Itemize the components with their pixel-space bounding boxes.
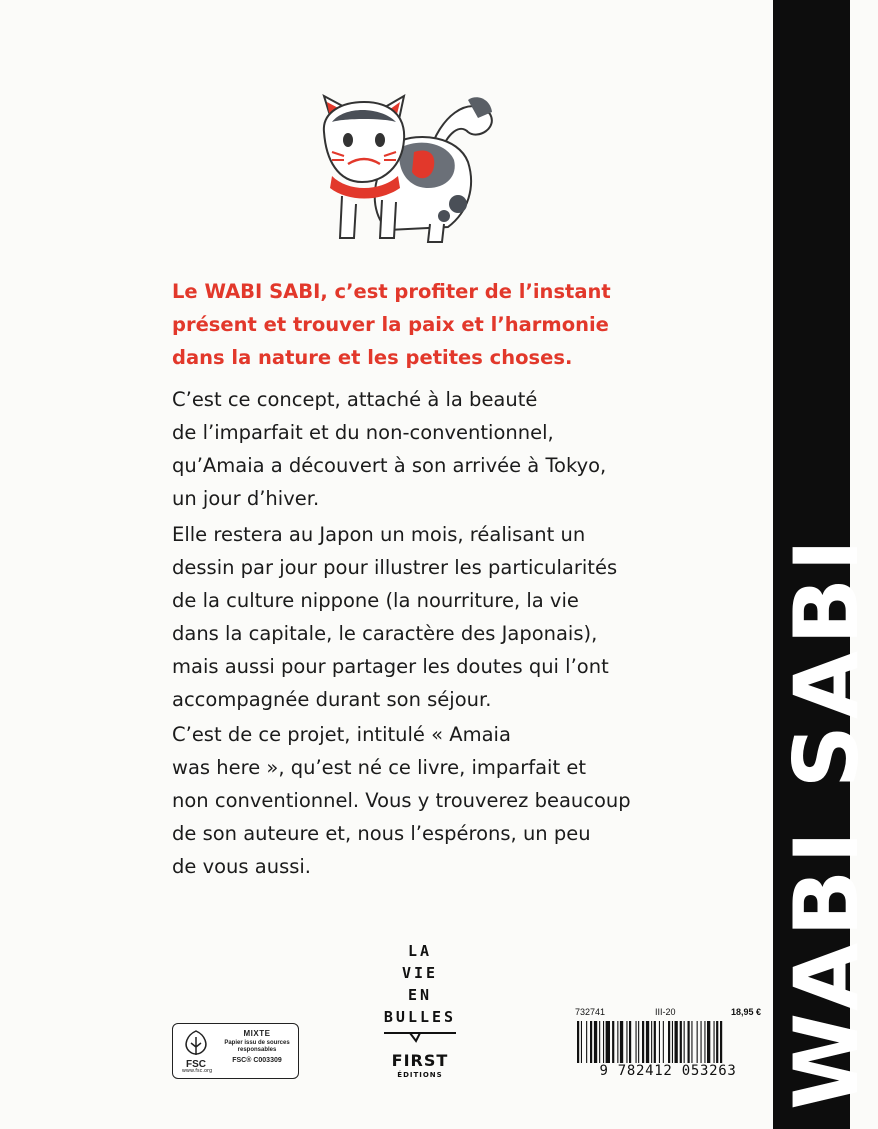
fsc-site: www.fsc.org	[181, 1068, 213, 1074]
barcode-bar	[606, 1021, 610, 1063]
barcode-bar	[617, 1021, 618, 1063]
barcode-bar	[659, 1021, 660, 1063]
barcode-bar	[636, 1021, 637, 1063]
text-line: dans la capitale, le caractère des Japonais),	[172, 622, 598, 645]
barcode-bar	[654, 1021, 656, 1063]
barcode-bar	[620, 1021, 623, 1063]
text-line: dessin par jour pour illustrer les particularités	[172, 556, 618, 579]
fsc-tree-icon	[179, 1029, 213, 1073]
text-line: mais aussi pour partager les doutes qui l’ont	[172, 655, 609, 678]
collection-word: BULLES	[383, 1008, 457, 1026]
barcode-bar	[594, 1021, 597, 1063]
barcode-bar	[629, 1021, 631, 1063]
imprint-sub: ÉDITIONS	[397, 1071, 443, 1079]
book-spine	[773, 0, 878, 1129]
collection-word: EN	[407, 986, 433, 1004]
text-line: Elle restera au Japon un mois, réalisant un	[172, 523, 586, 546]
imprint-name: FIRST	[391, 1051, 449, 1070]
barcode-bar	[704, 1021, 705, 1063]
barcode-bars	[577, 1021, 761, 1063]
barcode-bar	[707, 1021, 710, 1063]
barcode-bar	[603, 1021, 604, 1063]
blurb-paragraph-4	[172, 718, 642, 883]
speech-bubble-icon	[382, 1031, 458, 1043]
barcode-bar	[651, 1021, 652, 1063]
text-line: de vous aussi.	[172, 855, 312, 878]
barcode-bar	[720, 1021, 722, 1063]
text-line: C’est de ce projet, intitulé « Amaia	[172, 723, 511, 746]
text-line: de son auteure et, nous l’espérons, un peu	[172, 822, 591, 845]
barcode-bar	[675, 1021, 678, 1063]
price: 18,95 €	[730, 1007, 761, 1017]
fsc-label	[172, 1023, 299, 1079]
barcode-bar	[642, 1021, 644, 1063]
text-line: de la culture nippone (la nourriture, la vie	[172, 589, 579, 612]
product-code: 732741	[575, 1007, 606, 1017]
highlight-line: présent et trouver la paix et l’harmonie	[172, 313, 609, 336]
publisher-logo	[370, 940, 470, 1079]
barcode-bar	[663, 1021, 664, 1063]
barcode-bar	[701, 1021, 702, 1063]
barcode-bar	[714, 1021, 715, 1063]
collection-word: VIE	[401, 964, 439, 982]
barcode-bar	[638, 1021, 639, 1063]
blurb-highlight	[172, 275, 642, 374]
barcode-bar	[599, 1021, 600, 1063]
blurb-paragraph-2	[172, 383, 642, 515]
barcode-bar	[581, 1021, 582, 1063]
fsc-description: Papier issu de sources responsables	[224, 1040, 290, 1053]
text-line: qu’Amaia a découvert à son arrivée à Tokyo,	[172, 454, 607, 477]
barcode-bar	[612, 1021, 614, 1063]
edition-code: III-20	[655, 1007, 676, 1017]
barcode-bar	[684, 1021, 685, 1063]
barcode-bar	[586, 1021, 587, 1063]
text-line: non conventionnel. Vous y trouverez beaucoup	[172, 789, 631, 812]
barcode-bar	[577, 1021, 579, 1063]
spine-title: WABI SABI	[775, 533, 878, 1110]
highlight-line: Le WABI SABI, c’est profiter de l’instant	[172, 280, 611, 303]
fsc-code: FSC® C003309	[232, 1057, 282, 1064]
lucky-cat-illustration	[318, 92, 498, 252]
barcode-block	[575, 1007, 761, 1079]
barcode-bar	[672, 1021, 673, 1063]
text-line: un jour d’hiver.	[172, 487, 320, 510]
collection-word: LA	[407, 942, 433, 960]
fsc-logo-text: FSC	[186, 1059, 206, 1070]
barcode-bar	[691, 1021, 692, 1063]
text-line: de l’imparfait et du non-conventionnel,	[172, 421, 554, 444]
text-line: was here », qu’est né ce livre, imparfait et	[172, 756, 586, 779]
text-line: accompagnée durant son séjour.	[172, 688, 492, 711]
barcode-bar	[646, 1021, 649, 1063]
highlight-line: dans la nature et les petites choses.	[172, 346, 573, 369]
barcode-bar	[626, 1021, 627, 1063]
barcode-bar	[680, 1021, 682, 1063]
fsc-mixte: MIXTE	[243, 1029, 271, 1038]
barcode-bar	[716, 1021, 718, 1063]
blurb-paragraph-3	[172, 518, 642, 716]
barcode-bar	[688, 1021, 690, 1063]
text-line: C’est ce concept, attaché à la beauté	[172, 388, 538, 411]
isbn: 9 782412 053263	[599, 1063, 737, 1079]
barcode-bar	[668, 1021, 670, 1063]
barcode-bar	[697, 1021, 698, 1063]
barcode-bar	[590, 1021, 592, 1063]
